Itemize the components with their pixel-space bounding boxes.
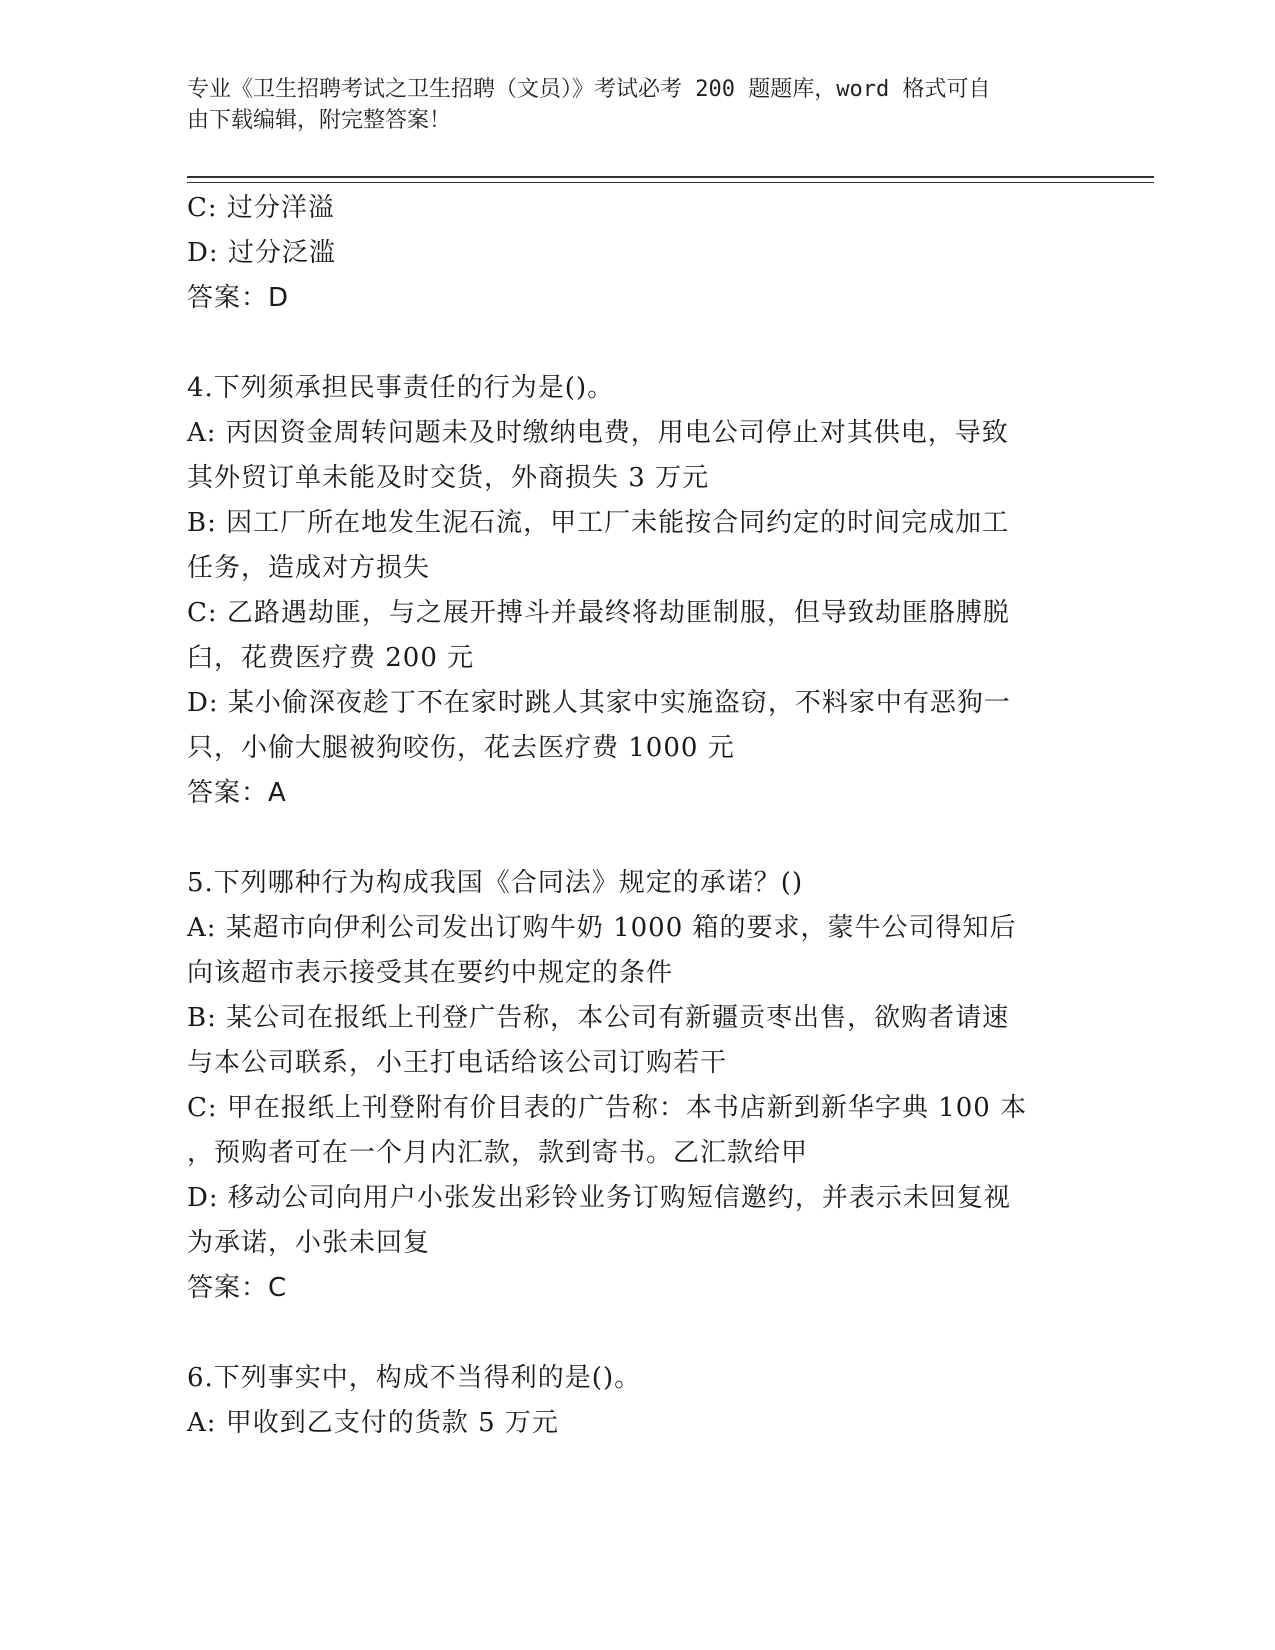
document-header (187, 74, 1067, 136)
q4-stem: 4.下列须承担民事责任的行为是()。 (187, 373, 615, 403)
q5-answer: 答案：C (187, 1273, 288, 1303)
q4-option-a-line-2: 其外贸订单未能及时交货，外商损失 3 万元 (187, 463, 710, 493)
q6-stem: 6.下列事实中，构成不当得利的是()。 (187, 1363, 642, 1393)
q5-stem: 5.下列哪种行为构成我国《合同法》规定的承诺？() (187, 868, 804, 898)
header-divider-thin (187, 182, 1154, 183)
q5-option-a-line-2: 向该超市表示接受其在要约中规定的条件 (187, 958, 674, 988)
q4-option-c-line-1: C: 乙路遇劫匪，与之展开搏斗并最终将劫匪制服，但导致劫匪胳膊脱 (187, 598, 1010, 628)
q5-option-c-line-1: C: 甲在报纸上刊登附有价目表的广告称：本书店新到新华字典 100 本 (187, 1093, 1028, 1123)
header-divider-thick (187, 176, 1154, 178)
q4-option-b-line-2: 任务，造成对方损失 (187, 553, 431, 583)
q3-option-d: D: 过分泛滥 (187, 238, 336, 268)
q4-option-d-line-2: 只，小偷大腿被狗咬伤，花去医疗费 1000 元 (187, 733, 735, 763)
spacer (187, 816, 1087, 861)
q5-option-a-line-1: A: 某超市向伊利公司发出订购牛奶 1000 箱的要求，蒙牛公司得知后 (187, 913, 1017, 943)
header-line-1: 专业《卫生招聘考试之卫生招聘（文员）》考试必考 200 题题库，word 格式可自 (187, 77, 991, 102)
spacer (187, 1311, 1087, 1356)
header-line-2: 由下载编辑，附完整答案！ (187, 108, 452, 133)
q4-option-d-line-1: D: 某小偷深夜趁丁不在家时跳人其家中实施盗窃，不料家中有恶狗一 (187, 688, 1011, 718)
q4-option-c-line-2: 臼，花费医疗费 200 元 (187, 643, 475, 673)
q4-answer: 答案：A (187, 778, 287, 808)
spacer (187, 321, 1087, 366)
q6-option-a-line-1: A: 甲收到乙支付的货款 5 万元 (187, 1408, 559, 1438)
q5-option-b-line-1: B: 某公司在报纸上刊登广告称，本公司有新疆贡枣出售，欲购者请速 (187, 1003, 1010, 1033)
document-body (187, 186, 1087, 1446)
q3-answer: 答案：D (187, 283, 290, 313)
q5-option-d-line-2: 为承诺，小张未回复 (187, 1228, 431, 1258)
q5-option-b-line-2: 与本公司联系，小王打电话给该公司订购若干 (187, 1048, 728, 1078)
q4-option-b-line-1: B: 因工厂所在地发生泥石流，甲工厂未能按合同约定的时间完成加工 (187, 508, 1010, 538)
q5-option-c-line-2: ，预购者可在一个月内汇款，款到寄书。乙汇款给甲 (187, 1138, 809, 1168)
q5-option-d-line-1: D: 移动公司向用户小张发出彩铃业务订购短信邀约，并表示未回复视 (187, 1183, 1011, 1213)
q3-option-c: C: 过分洋溢 (187, 193, 335, 223)
q4-option-a-line-1: A: 丙因资金周转问题未及时缴纳电费，用电公司停止对其供电，导致 (187, 418, 1009, 448)
